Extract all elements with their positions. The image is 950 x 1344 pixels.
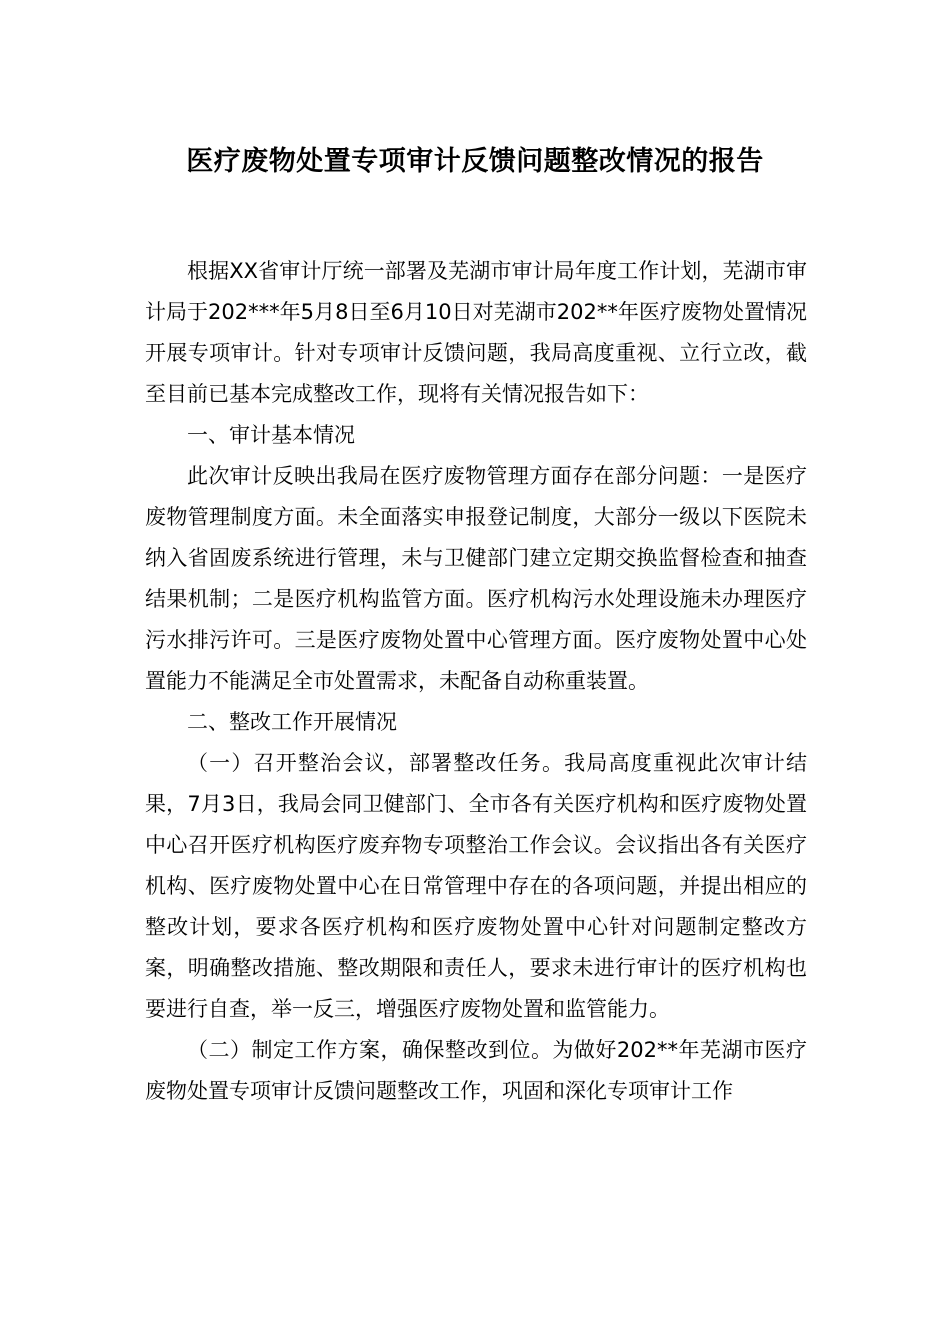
document-title: 医疗废物处置专项审计反馈问题整改情况的报告 [186, 146, 764, 177]
section-heading-2: 二、整改工作开展情况 [187, 710, 397, 734]
section-heading-1: 一、审计基本情况 [187, 423, 355, 447]
document-body [145, 251, 807, 1112]
paragraph-work-plan: （二）制定工作方案，确保整改到位。为做好202**年芜湖市医疗废物处置专项审计反馈问题整改工作，巩固和深化专项审计工作 [145, 1038, 807, 1103]
paragraph-meeting: （一）召开整治会议，部署整改任务。我局高度重视此次审计结果，7月3日，我局会同卫健部门、全市各有关医疗机构和医疗废物处置中心召开医疗机构医疗废弃物专项整治工作会议。会议指出各有关医疗机构、医疗废物处置中心在日常管理中存在的各项问题，并提出相应的整改计划，要求各医疗机构和医疗废物处置中心针对问题制定整改方案，明确整改措施、整改期限和责任人，要求未进行审计的医疗机构也要进行自查，举一反三，增强医疗废物处置和监管能力。 [145, 751, 807, 1021]
paragraph-intro: 根据XX省审计厅统一部署及芜湖市审计局年度工作计划，芜湖市审计局于202***年5月8日至6月10日对芜湖市202**年医疗废物处置情况开展专项审计。针对专项审计反馈问题，我局高度重视、立行立改，截至目前已基本完成整改工作，现将有关情况报告如下： [145, 259, 807, 406]
paragraph-audit-findings: 此次审计反映出我局在医疗废物管理方面存在部分问题：一是医疗废物管理制度方面。未全面落实申报登记制度，大部分一级以下医院未纳入省固废系统进行管理，未与卫健部门建立定期交换监督检查和抽查结果机制；二是医疗机构监管方面。医疗机构污水处理设施未办理医疗污水排污许可。三是医疗废物处置中心管理方面。医疗废物处置中心处置能力不能满足全市处置需求，未配备自动称重装置。 [145, 464, 807, 693]
